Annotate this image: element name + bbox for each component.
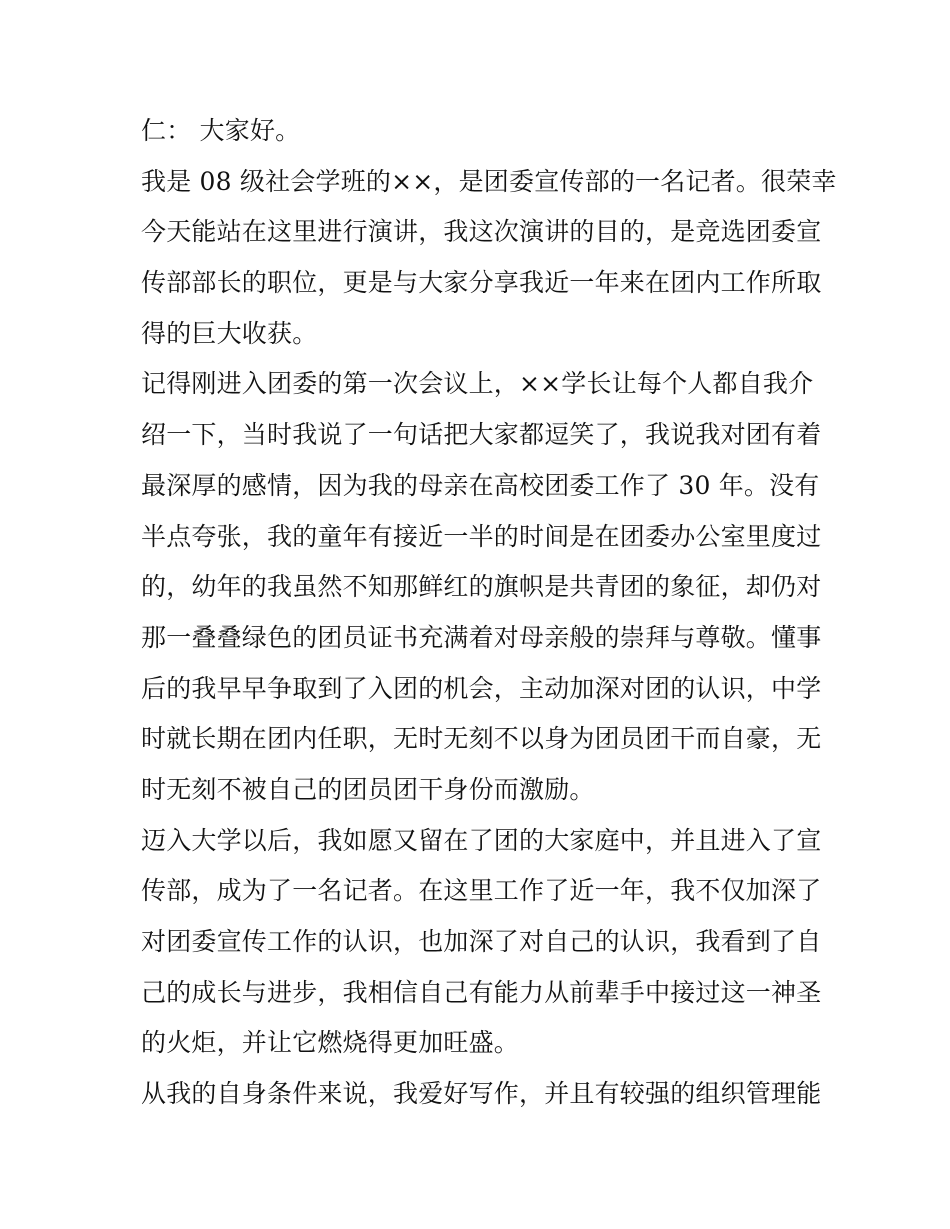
text-line: 传部，成为了一名记者。在这里工作了近一年，我不仅加深了 [141,876,822,906]
text-line-greeting: 仁： 大家好。 [141,116,301,145]
text-line: 传部部长的职位，更是与大家分享我近一年来在团内工作所取 [141,268,822,298]
speech-text [141,106,837,1120]
text-line: 从我的自身条件来说，我爱好写作，并且有较强的组织管理能 [141,1079,822,1109]
text-line: 对团委宣传工作的认识，也加深了对自己的认识，我看到了自 [141,927,822,956]
text-line: 绍一下，当时我说了一句话把大家都逗笑了，我说我对团有着 [141,420,822,450]
text-line: 我是 08 级社会学班的××，是团委宣传部的一名记者。很荣幸 [141,166,837,196]
text-line: 记得刚进入团委的第一次会议上，××学长让每个人都自我介 [141,369,814,399]
text-line: 己的成长与进步，我相信自己有能力从前辈手中接过这一神圣 [141,977,822,1007]
text-line: 最深厚的感情，因为我的母亲在高校团委工作了 30 年。没有 [141,470,820,500]
text-line: 半点夸张，我的童年有接近一半的时间是在团委办公室里度过 [141,521,822,551]
text-line: 迈入大学以后，我如愿又留在了团的大家庭中，并且进入了宣 [141,825,822,855]
text-line: 的，幼年的我虽然不知那鲜红的旗帜是共青团的象征，却仍对 [141,572,822,602]
text-line: 时无刻不被自己的团员团干身份而激励。 [141,774,595,804]
text-line: 今天能站在这里进行演讲，我这次演讲的目的，是竞选团委宣 [141,217,822,247]
text-line: 时就长期在团内任职，无时无刻不以身为团员团干而自豪，无 [141,724,822,754]
text-line: 后的我早早争取到了入团的机会，主动加深对团的认识，中学 [141,673,822,703]
text-line: 的火炬，并让它燃烧得更加旺盛。 [141,1028,520,1058]
text-line: 得的巨大收获。 [141,318,318,348]
text-line: 那一叠叠绿色的团员证书充满着对母亲般的崇拜与尊敬。懂事 [141,622,822,652]
